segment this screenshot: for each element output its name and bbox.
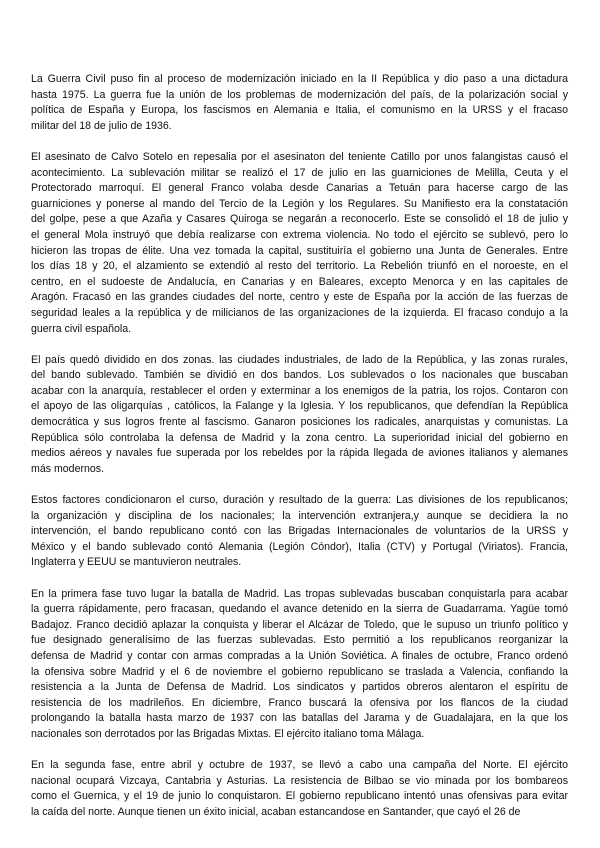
text-line: Badajoz. Franco decidió aplazar la conquista y liberar el Alcázar de Toledo, que le supuso un triunfo político y <box>31 618 568 631</box>
text-line: el general Mola instruyó que debía realizarse con extrema violencia. No todo el ejército se sublevó, pero lo <box>31 228 568 241</box>
text-line: Inglaterra y EEUU se mantuvieron neutrales. <box>31 556 242 569</box>
paragraph <box>31 758 568 820</box>
paragraph <box>31 150 568 337</box>
text-line: más modernos. <box>31 462 105 475</box>
text-line: Estos factores condicionaron el curso, duración y resultado de la guerra: Las divisiones de los republicanos; <box>31 494 568 507</box>
text-line: hicieron las tropas de élite. Una vez tomada la capital, sustituiría el gobierno una Junta de Generales. Entre <box>31 244 568 257</box>
text-line: En la segunda fase, entre abril y octubre de 1937, se llevó a cabo una campaña del Norte. El ejército <box>31 759 568 772</box>
text-line: fue designado generalísimo de las fuerzas sublevadas. Esto permitió a los republicanos reorganizar la <box>31 634 568 647</box>
text-line: la caída del norte. Aunque tienen un éxito inicial, acaban estancandose en Santander, que cayó el 26 de <box>31 805 521 818</box>
text-line: prolongando la batalla hasta marzo de 1937 con las batallas del Jarama y de Guadalajara, en la que los <box>31 712 568 725</box>
text-line: defensa de Madrid y contar con armas compradas a la Unión Soviética. A finales de octubre, Franco ordenó <box>31 649 568 662</box>
text-line: la ofensiva sobre Madrid y el 6 de noviembre el gobierno republicano se traslada a Valencia, confiando la <box>31 665 568 678</box>
text-line: México y el bando sublevado contó Alemania (Legión Cóndor), Italia (CTV) y Portugal (Viriatos). Francia, <box>31 540 568 553</box>
text-line: El país quedó dividido en dos zonas. las ciudades industriales, de lado de la República, y las zonas rurales, <box>31 353 568 366</box>
text-line: En la primera fase tuvo lugar la batalla de Madrid. Las tropas sublevadas buscaban conquistarla para acabar <box>31 587 568 600</box>
text-line: hasta 1975. La guerra fue la unión de los problemas de modernización del país, de la polarización social y <box>31 88 568 101</box>
text-line: medios aéreos y navales fue superada por los rebeldes por la rápida llegada de aviones italianos y alemanes <box>31 447 568 460</box>
paragraph <box>31 493 568 571</box>
text-line: como el Guernica, y el 19 de junio lo conquistaron. El gobierno republicano intentó unas ofensivas para evitar <box>31 790 568 803</box>
text-line: nacional ocupará Vizcaya, Cantabria y Asturias. La resistencia de Bilbao se vio minada por los bombareos <box>31 774 568 787</box>
text-line: La Guerra Civil puso fin al proceso de modernización iniciado en la II República y dio paso a una dictadura <box>31 73 568 85</box>
text-line: resistencia de los madrileños. En diciembre, Franco buscará la ofensiva por los flancos de la ciudad <box>31 696 568 709</box>
text-line: resistencia a la Junta de Defensa de Madrid. Los sindicatos y partidos obreros alentaron el espíritu de <box>31 681 568 694</box>
text-line: Protectorado marroquí. El general Franco volaba desde Canarias a Tetuán para hacerse cargo de las <box>31 182 568 195</box>
text-line: centro, en el sudoeste de Andalucía, en Canarias y en Baleares, excepto Menorca y en las capitales de <box>31 275 568 288</box>
text-line: guarniciones y ponerse al mando del Tercio de la Legión y los Regulares. Su Manifiesto era la constatación <box>31 197 568 210</box>
text-line: intervención, el bando republicano contó con las Brigadas Internacionales de voluntarios de la URSS y <box>31 525 568 538</box>
text-line: Aragón. Fracasó en las grandes ciudades del norte, centro y este de España por la acción de las fuerzas de <box>31 291 568 304</box>
text-line: del bando sublevado. También se dividió en dos bandos. Los sublevados o los nacionales que buscaban <box>31 369 568 382</box>
text-line: la guerra rápidamente, pero fracasan, quedando el avance detenido en la sierra de Guadarrama. Yagüe tomó <box>31 603 568 616</box>
text-line: política de España y Europa, los fascismos en Alemania e Italia, el comunismo en la URSS y el fracaso <box>31 104 568 117</box>
text-line: guerra civil española. <box>31 322 132 335</box>
text-line: democrática y sus logros frente al fascismo. Ganaron posiciones los radicales, anarquistas y comunistas. La <box>31 416 568 429</box>
paragraph <box>31 353 568 478</box>
text-line: República sólo controlaba la defensa de Madrid y la zona centro. La superioridad inicial del gobierno en <box>31 431 568 444</box>
paragraph <box>31 587 568 743</box>
text-line: la organización y disciplina de los nacionales; la intervención extranjera,y aunque se decidiera la no <box>31 509 568 522</box>
text-line: nacionales son derrotados por las Brigadas Mixtas. El ejército italiano toma Málaga. <box>31 727 425 740</box>
text-line: del golpe, pese a que Azaña y Casares Quiroga se negarán a reconocerlo. Este se consolidó el 18 de julio y <box>31 213 568 226</box>
document-page <box>31 72 568 836</box>
text-line: seguridad leales a la república y de milicianos de las organizaciones de la izquierda. El fracaso condujo a la <box>31 306 568 319</box>
text-line: militar del 18 de julio de 1936. <box>31 119 172 132</box>
text-line: acontecimiento. La sublevación militar se realizó el 17 de julio en las guarniciones de Melilla, Ceuta y el <box>31 166 568 179</box>
text-line: El asesinato de Calvo Sotelo en repesalia por el asesinaton del teniente Catillo por unos falangistas causó el <box>31 150 568 163</box>
text-line: acabar con la anarquía, restablecer el orden y exterminar a los enemigos de la patria, los rojos. Contaron con <box>31 384 568 397</box>
paragraph <box>31 72 568 134</box>
text-line: el apoyo de las oligarquías , católicos, la Falange y la Iglesia. Y los republicanos, que defendían la República <box>31 400 568 413</box>
text-line: los días 18 y 20, el alzamiento se extendió al resto del territorio. La Rebelión triunfó en el noroeste, en el <box>31 260 568 273</box>
